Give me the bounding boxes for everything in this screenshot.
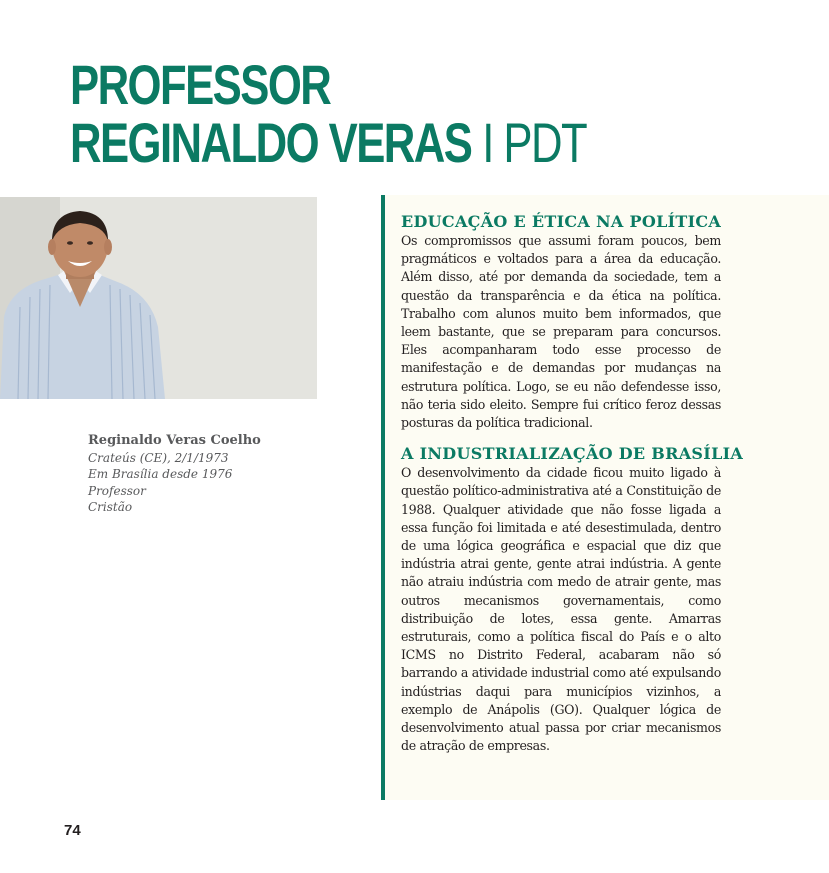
residence-info: Em Brasília desde 1976: [88, 467, 233, 481]
section-text-education: Os compromissos que assumi foram poucos, bem pragmáticos e voltados para a área da educação. Além disso, até por demanda da sociedade, tem a questão da transparência e da ética na política. Trabalho com alunos muito bem informados, que leem bastante, que se preparam para concursos. Eles acompanharam todo esse processo de manifestação e de demandas por mudanças na estrutura política. Logo, se eu não defendesse isso, não teria sido eleito. Sempre fui crítico feroz dessas posturas da política tradicional.: [401, 233, 721, 431]
full-name: Reginaldo Veras Coelho: [88, 433, 261, 448]
section-text-industrialization: O desenvolvimento da cidade ficou muito ligado à questão político-administrativa até a Constituição de 1988. Qualquer atividade que não fosse ligada a essa função foi limitada e até desestimulada, dentro de uma lógica geográfica e espacial que diz que indústria atrai gente, gente atrai indústria. A gente não atraiu indústria com medo de atrair gente, mas outros mecanismos governamentais, como distribuição de lotes, essa gente. Amarras estruturais, como a política fiscal do País e o alto ICMS no Distrito Federal, acabaram não só barrando a atividade industrial como até expulsando indústrias daqui para municípios vizinhos, a exemplo de Anápolis (GO). Qualquer lógica de desenvolvimento atual passa por criar mecanismos de atração de empresas.: [401, 465, 721, 754]
birth-info: Crateús (CE), 2/1/1973: [88, 450, 229, 465]
page-number: 74: [64, 822, 81, 839]
section-heading-education: EDUCAÇÃO E ÉTICA NA POLÍTICA: [401, 212, 722, 231]
profession-info: Professor: [88, 483, 146, 498]
profile-info: [88, 433, 261, 516]
accent-divider: [381, 195, 385, 800]
title-line-2: [70, 111, 587, 174]
page-title: [70, 53, 587, 174]
section-heading-industrialization: A INDUSTRIALIZAÇÃO DE BRASÍLIA: [401, 444, 744, 464]
religion-info: Cristão: [88, 500, 133, 514]
politician-name: REGINALDO VERAS: [70, 111, 472, 174]
portrait-photo: [0, 197, 317, 399]
portrait-illustration: [0, 197, 317, 399]
party-label: PDT: [503, 111, 587, 174]
title-line-1: PROFESSOR: [70, 53, 331, 116]
title-separator: I: [482, 111, 493, 174]
interview-content: [401, 212, 744, 755]
